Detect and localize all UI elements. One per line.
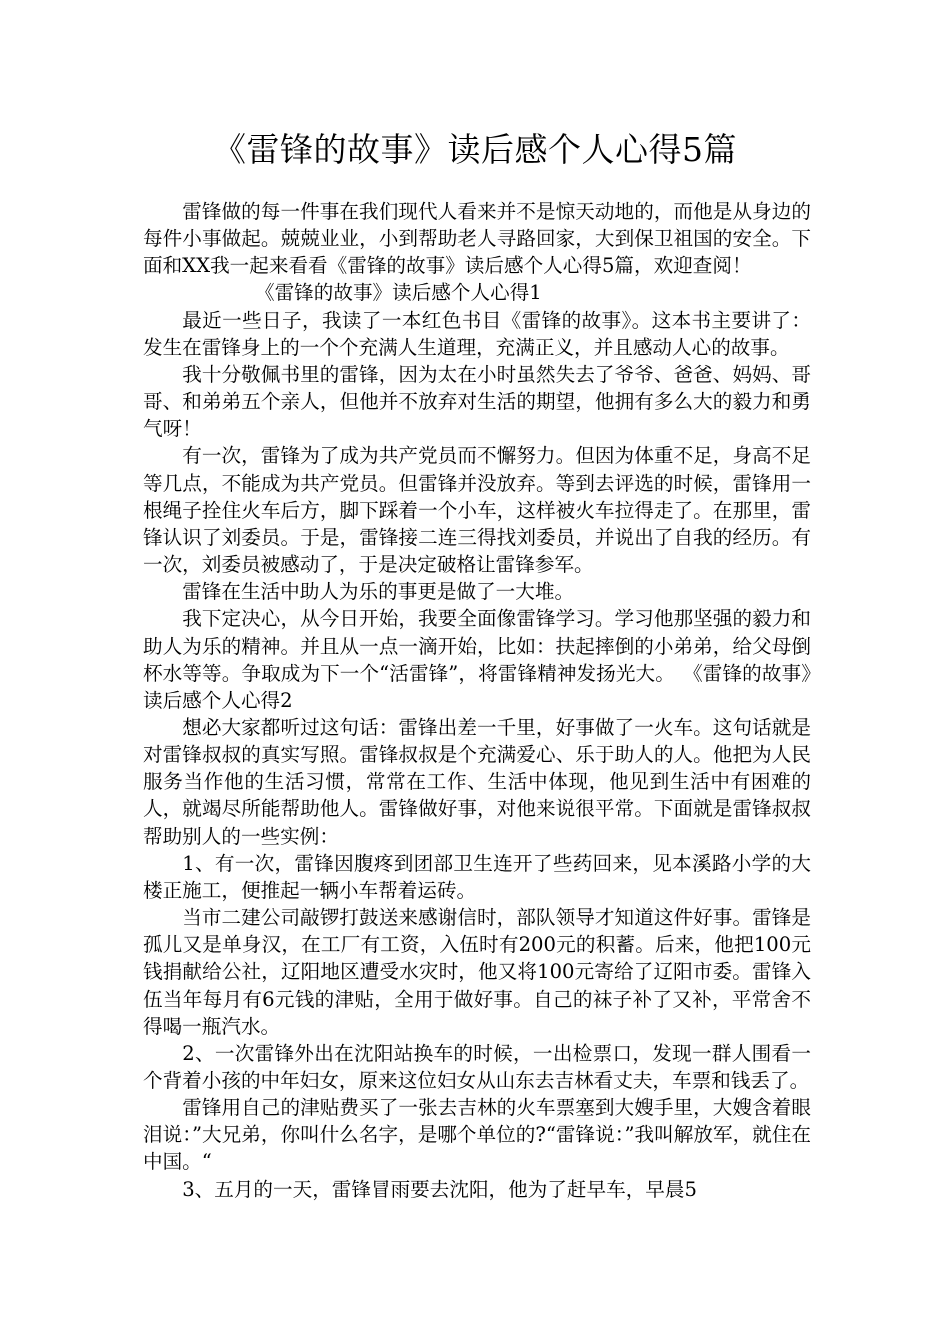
body-paragraph: 我十分敬佩书里的雷锋，因为太在小时虽然失去了爷爷、爸爸、妈妈、哥哥、和弟弟五个亲人，但他并不放弃对生活的期望，他拥有多么大的毅力和勇气呀！ — [143, 362, 811, 441]
body-paragraph: 2、一次雷锋外出在沈阳站换车的时候，一出检票口，发现一群人围看一个背着小孩的中年妇女，原来这位妇女从山东去吉林看丈夫，车票和钱丢了。 — [143, 1041, 811, 1092]
body-paragraph-with-heading — [143, 605, 811, 714]
document-body — [143, 198, 811, 1203]
body-paragraph: 最近一些日子，我读了一本红色书目《雷锋的故事》。这本书主要讲了：发生在雷锋身上的一个个充满人生道理，充满正义，并且感动人心的故事。 — [143, 308, 811, 359]
section-heading-1: 《雷锋的故事》读后感个人心得1 — [255, 281, 542, 305]
body-paragraph: 当市二建公司敲锣打鼓送来感谢信时，部队领导才知道这件好事。雷锋是孤儿又是单身汉，在工厂有工资，入伍时有200元的积蓄。后来，他把100元钱捐献给公社，辽阳地区遭受水灾时，他又将100元寄给了辽阳市委。雷锋入伍当年每月有6元钱的津贴，全用于做好事。自己的袜子补了又补，平常舍不得喝一瓶汽水。 — [143, 906, 811, 1038]
section-heading-2: 《雷锋的故事》读后感个人心得2 — [143, 661, 811, 712]
body-paragraph: 雷锋在生活中助人为乐的事更是做了一大堆。 — [182, 580, 575, 604]
document-title: 《雷锋的故事》读后感个人心得5篇 — [213, 130, 737, 169]
body-paragraph: 3、五月的一天，雷锋冒雨要去沈阳，他为了赶早车，早晨5 — [182, 1177, 697, 1201]
body-paragraph-text: 我下定决心，从今日开始，我要全面像雷锋学习。学习他那坚强的毅力和助人为乐的精神。并且从一点一滴开始，比如：扶起摔倒的小弟弟，给父母倒杯水等等。争取成为下一个“活雷锋”，将雷锋精神发扬光大。 — [143, 607, 811, 685]
body-paragraph: 雷锋用自己的津贴费买了一张去吉林的火车票塞到大嫂手里，大嫂含着眼泪说：”大兄弟，你叫什么名字，是哪个单位的?“雷锋说：”我叫解放军，就住在中国。“ — [143, 1096, 811, 1174]
body-paragraph: 有一次，雷锋为了成为共产党员而不懈努力。但因为体重不足，身高不足等几点，不能成为共产党员。但雷锋并没放弃。等到去评选的时候，雷锋用一根绳子拴住火车后方，脚下踩着一个小车，这样被火车拉得走了。在那里，雷锋认识了刘委员。于是，雷锋接二连三得找刘委员，并说出了自我的经历。有一次，刘委员被感动了，于是决定破格让雷锋参军。 — [143, 444, 811, 577]
body-paragraph: 1、有一次，雷锋因腹疼到团部卫生连开了些药回来，见本溪路小学的大楼正施工，便推起一辆小车帮着运砖。 — [143, 851, 811, 902]
body-paragraph: 想必大家都听过这句话：雷锋出差一千里，好事做了一火车。这句话就是对雷锋叔叔的真实写照。雷锋叔叔是个充满爱心、乐于助人的人。他把为人民服务当作他的生活习惯，常常在工作、生活中体现，他见到生活中有困难的人，就竭尽所能帮助他人。雷锋做好事，对他来说很平常。下面就是雷锋叔叔帮助别人的一些实例： — [143, 715, 811, 848]
intro-paragraph: 雷锋做的每一件事在我们现代人看来并不是惊天动地的，而他是从身边的每件小事做起。兢兢业业，小到帮助老人寻路回家，大到保卫祖国的安全。下面和XX我一起来看看《雷锋的故事》读后感个人心得5篇，欢迎查阅！ — [143, 200, 811, 278]
